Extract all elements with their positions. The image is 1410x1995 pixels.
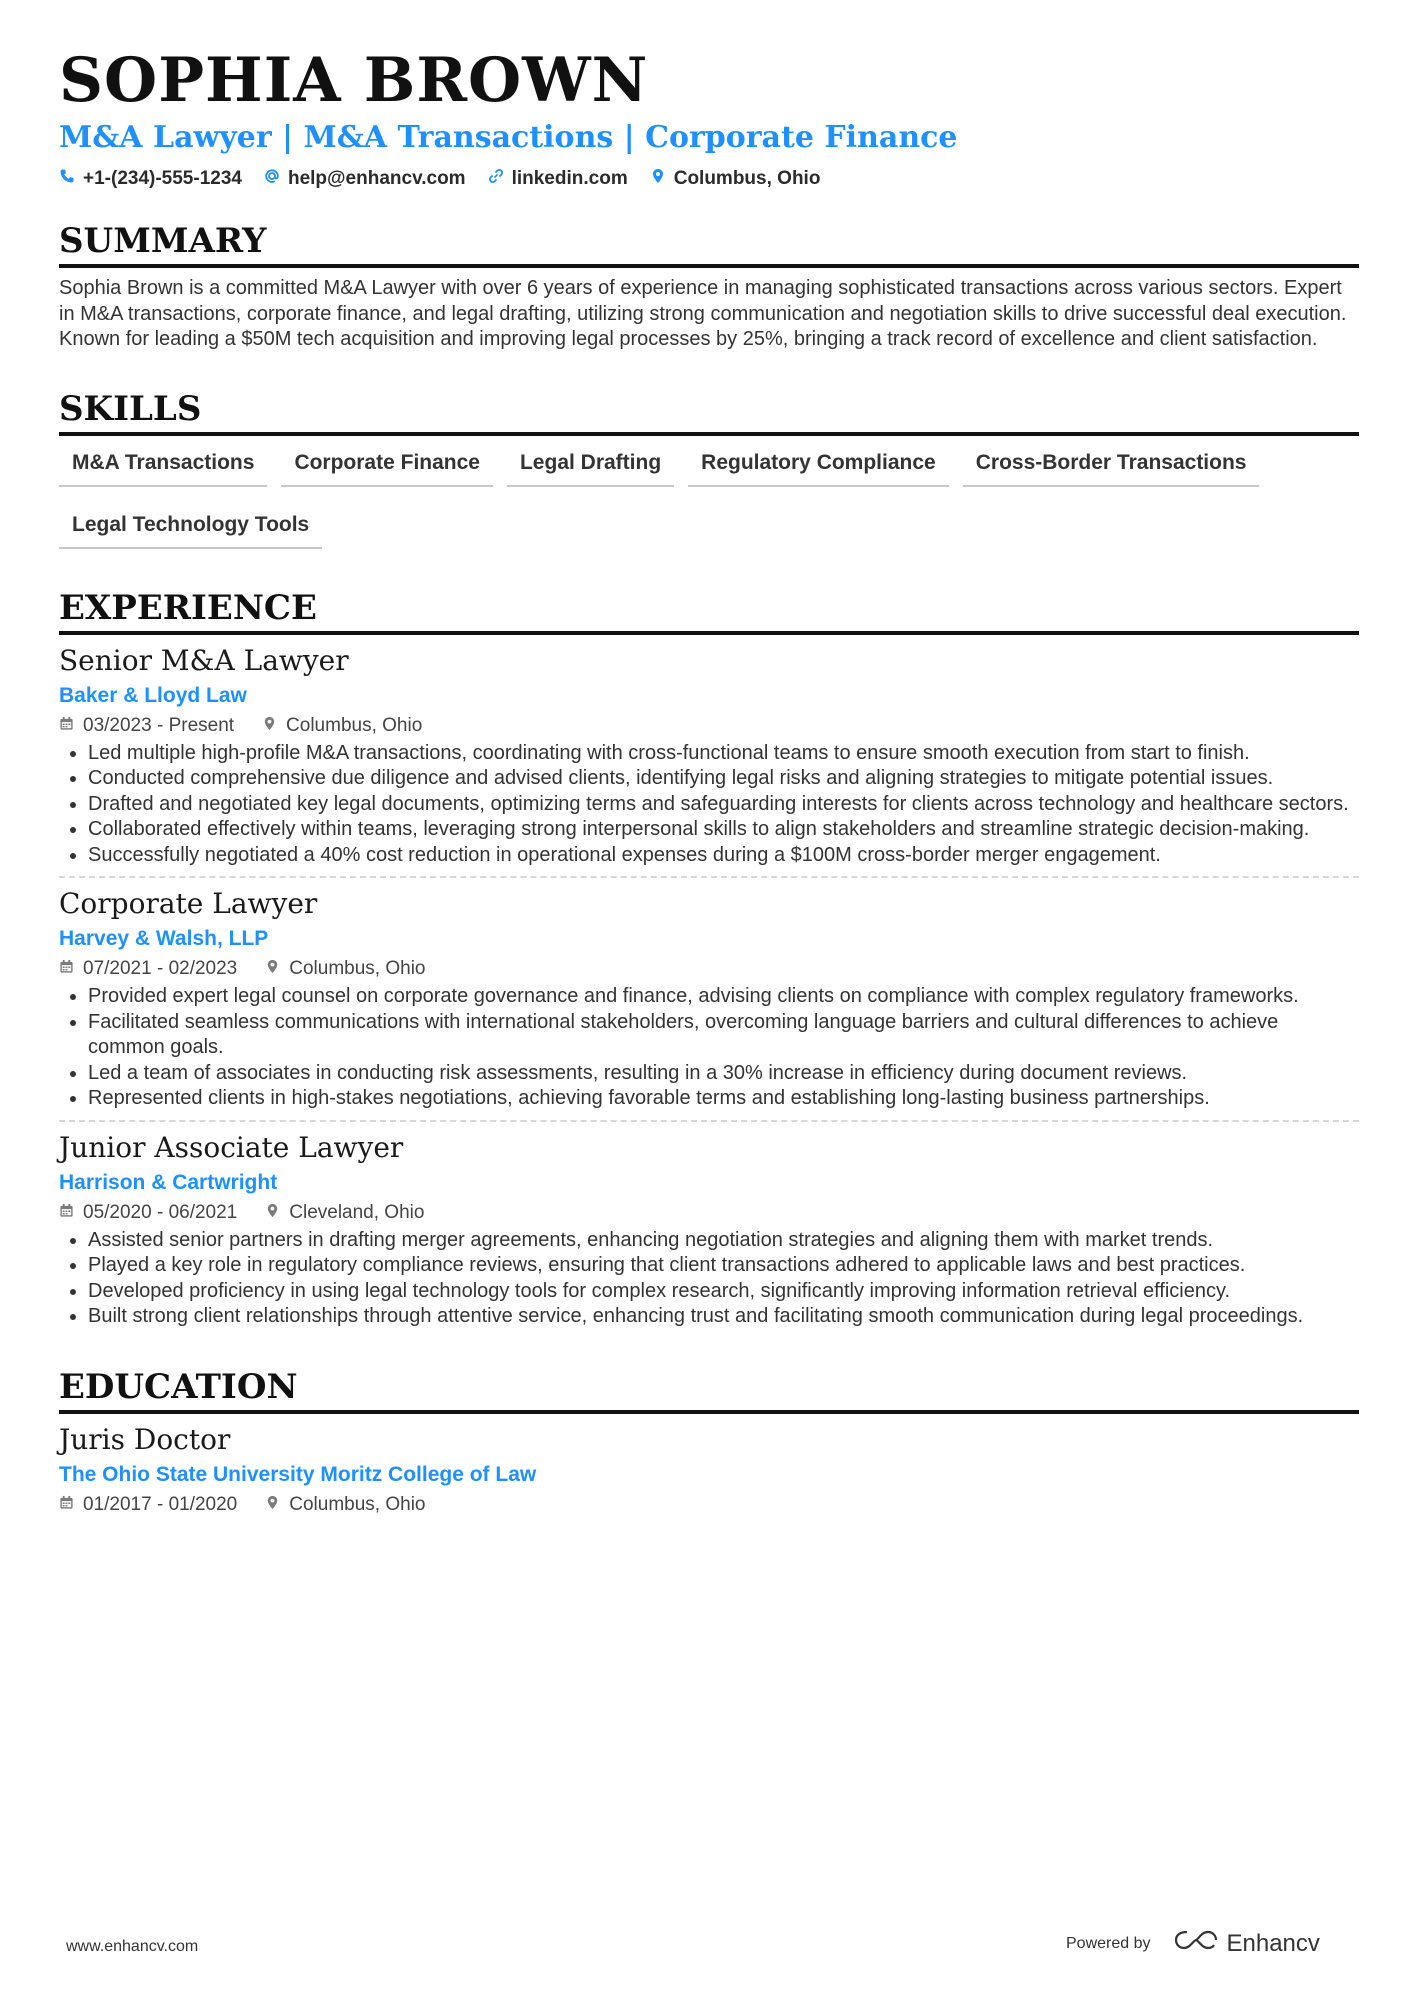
job-title: Junior Associate Lawyer xyxy=(59,1130,404,1164)
skills-heading: SKILLS xyxy=(59,388,1359,436)
summary-section xyxy=(59,220,1359,353)
job-meta xyxy=(59,1198,1359,1228)
degree-title: Juris Doctor xyxy=(59,1422,231,1456)
job-location-text: Columbus, Ohio xyxy=(289,958,426,979)
enhancv-logo[interactable] xyxy=(1173,1928,1320,1959)
bullet-item: • Led multiple high-profile M&A transactions, coordinating with cross-functional teams to ensure smooth execution from start to finish. xyxy=(88,741,1359,767)
bullet-item: • Collaborated effectively within teams, leveraging strong interpersonal skills to align stakeholders and streamline strategic decision-making. xyxy=(88,817,1359,843)
job-dates-text: 07/2021 - 02/2023 xyxy=(83,958,238,979)
skill-tag: Regulatory Compliance xyxy=(688,447,949,487)
calendar-icon xyxy=(59,1198,74,1228)
job-entry xyxy=(59,876,1359,1112)
calendar-icon xyxy=(59,711,74,741)
skill-tag: Cross-Border Transactions xyxy=(963,447,1260,487)
bullet-item: • Built strong client relationships through attentive service, enhancing trust and facilitating smooth communication during legal proceedings. xyxy=(88,1304,1359,1330)
job-title: Corporate Lawyer xyxy=(59,887,318,920)
phone-icon xyxy=(59,168,75,190)
job-meta xyxy=(59,711,1359,741)
education-location-text: Columbus, Ohio xyxy=(289,1493,426,1515)
summary-text: Sophia Brown is a committed M&A Lawyer with over 6 years of experience in managing sophisticated transactions across various sectors. Expert in M&A transactions, corporate finance, and legal drafting, utilizing strong communication and negotiation skills to drive successful deal execution. Known for leading a $50M tech acquisition and improving legal processes by 25%, bringing a track record of excellence and client satisfaction. xyxy=(59,277,1347,350)
company-name: Harrison & Cartwright xyxy=(59,1170,278,1194)
experience-heading: EXPERIENCE xyxy=(59,587,1359,635)
company-name: Baker & Lloyd Law xyxy=(59,683,247,707)
calendar-icon xyxy=(59,1490,74,1520)
location-pin-icon xyxy=(265,954,280,984)
job-location xyxy=(262,711,422,741)
bullet-item: • Assisted senior partners in drafting merger agreements, enhancing negotiation strategies and aligning them with market trends. xyxy=(88,1228,1359,1254)
footer-branding xyxy=(1066,1928,1320,1959)
bullet-item: • Developed proficiency in using legal technology tools for complex research, significantly improving information retrieval efficiency. xyxy=(88,1279,1359,1305)
job-meta xyxy=(59,954,1359,984)
school-name: The Ohio State University Moritz College of Law xyxy=(59,1462,537,1486)
education-heading: EDUCATION xyxy=(59,1366,1359,1414)
education-location xyxy=(265,1490,425,1520)
bullet-item: • Facilitated seamless communications with international stakeholders, overcoming language barriers and cultural differences to achieve common goals. xyxy=(88,1010,1359,1061)
contact-phone[interactable] xyxy=(59,168,242,190)
enhancv-logo-icon xyxy=(1173,1928,1219,1959)
brand-name: Enhancv xyxy=(1226,1929,1320,1957)
job-dates xyxy=(59,954,237,984)
skill-tag: Corporate Finance xyxy=(281,447,493,487)
contact-linkedin[interactable] xyxy=(488,168,628,190)
skill-tag: M&A Transactions xyxy=(59,447,267,487)
skills-section xyxy=(59,388,1359,549)
summary-heading: SUMMARY xyxy=(59,220,1359,268)
footer-website[interactable]: www.enhancv.com xyxy=(66,1938,199,1955)
job-bullets xyxy=(59,1228,1359,1330)
linkedin-text: linkedin.com xyxy=(511,168,628,189)
job-bullets xyxy=(59,741,1359,869)
job-location xyxy=(265,954,425,984)
contact-email[interactable] xyxy=(264,168,466,190)
bullet-item: • Successfully negotiated a 40% cost reduction in operational expenses during a $100M cross-border merger engagement. xyxy=(88,843,1359,869)
job-entry xyxy=(59,635,1359,869)
experience-section xyxy=(59,587,1359,1330)
education-dates-text: 01/2017 - 01/2020 xyxy=(83,1493,238,1515)
skill-tag: Legal Drafting xyxy=(507,447,674,487)
skills-list xyxy=(59,447,1359,549)
link-icon xyxy=(488,168,504,190)
bullet-item: • Provided expert legal counsel on corporate governance and finance, advising clients on compliance with complex regulatory frameworks. xyxy=(88,984,1359,1010)
job-dates-text: 03/2023 - Present xyxy=(83,714,235,736)
education-dates xyxy=(59,1490,237,1520)
contact-row xyxy=(59,168,1359,190)
calendar-icon xyxy=(59,954,74,984)
job-dates xyxy=(59,1198,237,1228)
headline: M&A Lawyer | M&A Transactions | Corporate Finance xyxy=(59,120,958,155)
education-meta xyxy=(59,1490,1359,1520)
company-name: Harvey & Walsh, LLP xyxy=(59,927,269,950)
job-location-text: Columbus, Ohio xyxy=(286,714,423,736)
job-dates-text: 05/2020 - 06/2021 xyxy=(83,1201,238,1223)
job-title: Senior M&A Lawyer xyxy=(59,643,349,677)
bullet-item: • Conducted comprehensive due diligence and advised clients, identifying legal risks and aligning strategies to mitigate potential issues. xyxy=(88,766,1359,792)
location-text: Columbus, Ohio xyxy=(673,168,821,189)
job-entry xyxy=(59,1120,1359,1330)
at-icon xyxy=(264,168,280,190)
phone-text: +1-(234)-555-1234 xyxy=(83,168,242,189)
job-location-text: Cleveland, Ohio xyxy=(289,1201,425,1223)
powered-by-label: Powered by xyxy=(1066,1934,1151,1952)
location-pin-icon xyxy=(650,168,666,190)
location-pin-icon xyxy=(265,1490,280,1520)
job-dates xyxy=(59,711,234,741)
bullet-item: • Led a team of associates in conducting risk assessments, resulting in a 30% increase in efficiency during document reviews. xyxy=(88,1061,1359,1087)
bullet-item: • Represented clients in high-stakes negotiations, achieving favorable terms and establishing long-lasting business partnerships. xyxy=(88,1086,1359,1112)
skill-tag: Legal Technology Tools xyxy=(59,509,322,549)
bullet-item: • Drafted and negotiated key legal documents, optimizing terms and safeguarding interests for clients across technology and healthcare sectors. xyxy=(88,792,1359,818)
candidate-name: SOPHIA BROWN xyxy=(59,45,649,116)
email-text: help@enhancv.com xyxy=(287,168,466,189)
bullet-item: • Played a key role in regulatory compliance reviews, ensuring that client transactions adhered to applicable laws and best practices. xyxy=(88,1253,1359,1279)
education-section xyxy=(59,1366,1359,1520)
location-pin-icon xyxy=(262,711,277,741)
education-entry xyxy=(59,1414,1359,1520)
job-location xyxy=(265,1198,424,1228)
contact-location xyxy=(650,168,821,190)
job-bullets xyxy=(59,984,1359,1112)
resume-page xyxy=(59,44,1359,1520)
location-pin-icon xyxy=(265,1198,280,1228)
